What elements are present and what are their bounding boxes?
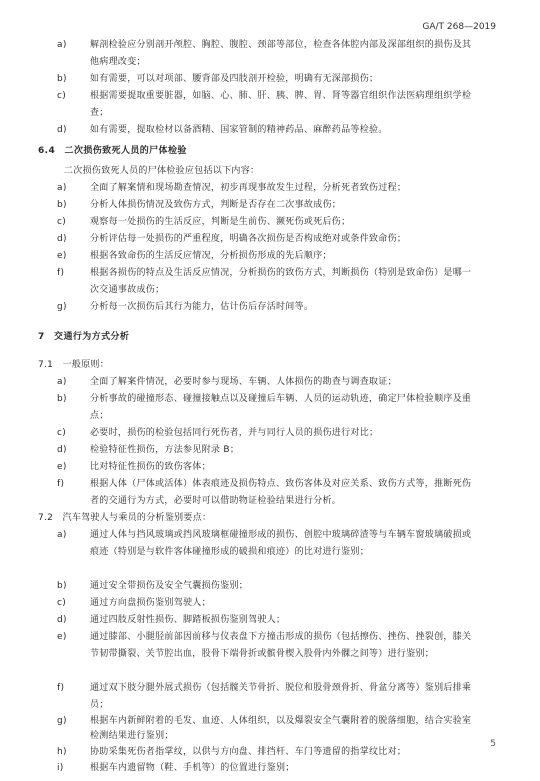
list-item xyxy=(57,714,480,744)
item-text: 通过四肢反射性损伤、脚踏板损伤鉴别驾驶人； xyxy=(90,615,286,625)
list-item xyxy=(57,745,480,760)
list-item xyxy=(57,476,480,510)
item-label: d) xyxy=(57,234,67,244)
item-text: 如有需要，提取检材以备酒精、国家管制的精神药品、麻醉药品等检验。 xyxy=(90,125,388,135)
item-label: g) xyxy=(57,302,67,312)
item-label: g) xyxy=(57,716,67,726)
list-item xyxy=(57,374,480,391)
section-heading-7: 7 交通行为方式分析 xyxy=(38,332,130,342)
subsection-heading-7-1: 7.1 一般原则： xyxy=(38,360,110,370)
list-item xyxy=(57,680,480,714)
item-label: d) xyxy=(57,125,67,135)
list-item xyxy=(57,612,480,629)
item-label: c) xyxy=(57,217,67,227)
item-text: 根据人体（尸体或活体）体表痕迹及损伤特点、致伤客体及对应关系、致伤方式等，推断死伤者的交通行为方式，必要时可以借助物证检验结果进行分析。 xyxy=(90,479,472,506)
item-text: 根据车内新鲜附着的毛发、血迹、人体组织，以及爆裂安全气囊附着的脱落细胞，结合实验室检测结果进行鉴别； xyxy=(90,716,472,741)
list-item xyxy=(57,214,480,231)
item-text: 如有需要，可以对项部、腰背部及四肢剖开检验，明确有无深部损伤； xyxy=(90,74,379,84)
item-text: 通过人体与挡风玻璃或挡风玻璃框碰撞形成的损伤、创腔中玻璃碎渣等与车辆车窗玻璃破损或痕迹（特别是与软件客体碰撞形成的破损和痕迹）的比对进行鉴别； xyxy=(90,530,472,557)
section-heading-6-4: 6.4 二次损伤致死人员的尸体检验 xyxy=(38,146,187,156)
item-text: 解剖检验应分别剖开颅腔、胸腔、腹腔、颈部等部位，检查各体腔内部及深部组织的损伤及其他病理改变； xyxy=(90,40,472,67)
item-label: e) xyxy=(57,632,67,642)
list-item xyxy=(57,459,480,476)
item-text: 全面了解案情和现场勘查情况，初步再现事故发生过程，分析死者致伤过程； xyxy=(90,183,407,193)
item-text: 通过双下肢分腿外展式损伤（包括髋关节骨折、脱位和股骨颈骨折、骨盆分离等）鉴别后排乘员； xyxy=(90,683,472,710)
item-text: 分析每一次损伤后其行为能力，估计伤后存活时间等。 xyxy=(90,302,314,312)
item-label: c) xyxy=(57,428,67,438)
item-text: 协助采集死伤者指掌纹，以供与方向盘、排挡杆、车门等遗留的指掌纹比对； xyxy=(90,747,407,757)
item-text: 分析人体损伤情况及致伤方式，判断是否存在二次事故成伤； xyxy=(90,200,342,210)
item-text: 观察每一处损伤的生活反应，判断是生前伤、濒死伤或死后伤； xyxy=(90,217,351,227)
list-item xyxy=(57,299,480,316)
item-label: c) xyxy=(57,91,67,101)
list-item xyxy=(57,231,480,248)
list-item xyxy=(57,197,480,214)
item-label: f) xyxy=(57,479,65,489)
item-text: 必要时，损伤的检验包括同行死伤者，并与同行人员的损伤进行对比； xyxy=(90,428,379,438)
standard-code: GA/T 268—2019 xyxy=(422,22,496,32)
item-label: e) xyxy=(57,462,67,472)
item-label: b) xyxy=(57,200,67,210)
item-text: 根据各损伤的特点及生活反应情况，分析损伤的致伤方式，判断损伤（特别是致命伤）是哪一次交通事故成伤； xyxy=(90,268,472,295)
list-item xyxy=(57,761,480,776)
list-item xyxy=(57,425,480,442)
item-text: 分析事故的碰撞形态、碰撞接触点以及碰撞后车辆、人员的运动轨迹，确定尸体检验顺序及重点； xyxy=(90,394,472,421)
item-label: e) xyxy=(57,251,67,261)
subsection-heading-7-2: 7.2 汽车驾驶人与乘员的分析鉴别要点： xyxy=(38,513,212,523)
list-item xyxy=(57,265,480,299)
item-label: b) xyxy=(57,581,67,591)
item-label: a) xyxy=(57,40,67,50)
item-text: 分析评估每一处损伤的严重程度，明确各次损伤是否构成绝对或条件致命伤； xyxy=(90,234,407,244)
list-item xyxy=(57,122,480,139)
list-item xyxy=(57,442,480,459)
item-label: a) xyxy=(57,530,67,540)
item-text: 根据需要提取重要脏器，如脑、心、肺、肝、胰、脾、胃、肾等器官组织作法医病理组织学检查； xyxy=(90,91,472,118)
item-text: 根据各致命伤的生活反应情况，分析损伤形成的先后顺序； xyxy=(90,251,332,261)
item-label: f) xyxy=(57,268,65,278)
list-item xyxy=(57,248,480,265)
item-label: f) xyxy=(57,683,65,693)
list-item xyxy=(57,527,480,561)
item-text: 检验特征性损伤，方法参见附录 B； xyxy=(90,445,240,455)
list-item xyxy=(57,578,480,595)
item-text: 通过安全带损伤及安全气囊损伤鉴别； xyxy=(90,581,249,591)
item-label: a) xyxy=(57,377,67,387)
item-text: 通过膝部、小腿胫前部因前移与仪表盘下方撞击形成的损伤（包括擦伤、挫伤、挫裂创，膝关节韧带撕裂、关节腔出血，股骨下端骨折或髌骨楔入股骨内外髁之间等）进行鉴别； xyxy=(90,632,472,659)
section-intro: 二次损伤致死人员的尸体检验应包括以下内容： xyxy=(64,166,260,176)
item-text: 全面了解案件情况，必要时参与现场、车辆、人体损伤的勘查与调查取证； xyxy=(90,377,397,387)
list-item xyxy=(57,37,480,71)
item-label: b) xyxy=(57,74,67,84)
item-label: i) xyxy=(57,763,64,773)
item-label: c) xyxy=(57,598,67,608)
list-item xyxy=(57,88,480,122)
item-text: 通过方向盘损伤鉴别驾驶人； xyxy=(90,598,211,608)
item-text: 根据车内遗留物（鞋、手机等）的位置进行鉴别； xyxy=(90,763,295,773)
list-item xyxy=(57,595,480,612)
list-item xyxy=(57,71,480,88)
item-label: h) xyxy=(57,747,67,757)
list-item xyxy=(57,629,480,663)
list-item xyxy=(57,391,480,425)
list-item xyxy=(57,180,480,197)
item-label: b) xyxy=(57,394,67,404)
item-text: 比对特征性损伤的致伤客体； xyxy=(90,462,211,472)
item-label: a) xyxy=(57,183,67,193)
page-number: 5 xyxy=(490,739,496,749)
item-label: d) xyxy=(57,615,67,625)
item-label: d) xyxy=(57,445,67,455)
